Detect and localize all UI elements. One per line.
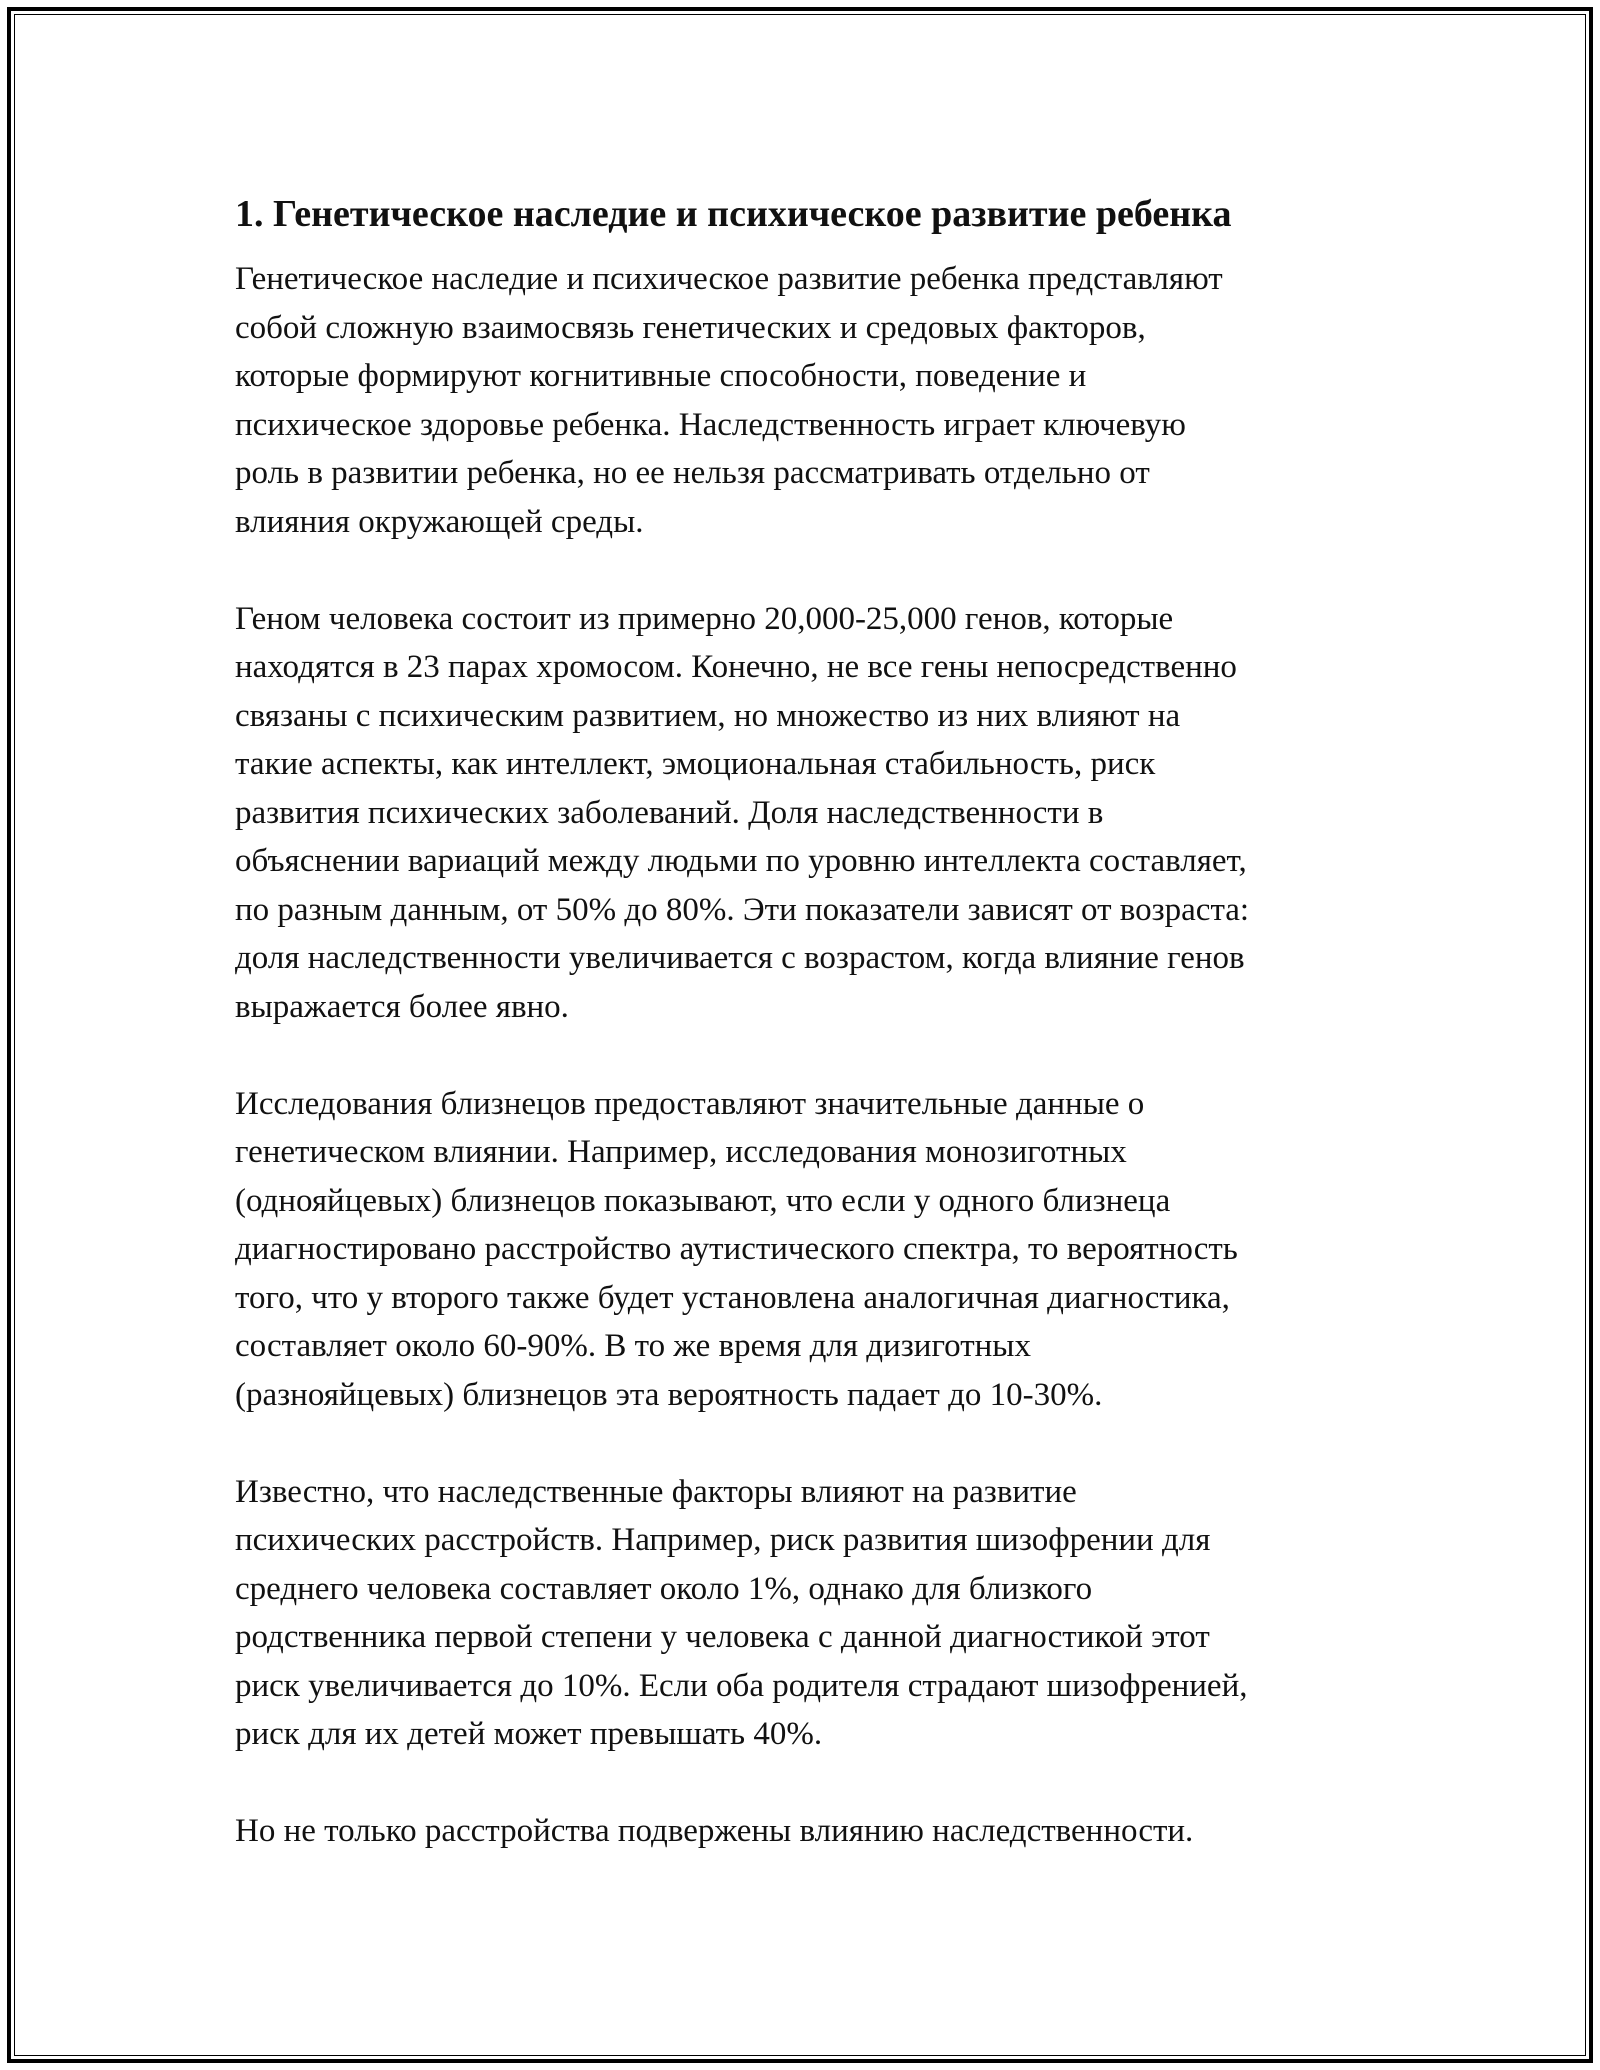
- paragraph-3: Исследования близнецов предоставляют значительные данные о генетическом влиянии. Например, исследования монозиготных (однояйцевых) близнецов показывают, что если у одного близнеца диагностировано расстройство аутистического спектра, то вероятность того, что у второго также будет установлена аналогичная диагностика, составляет около 60-90%. В то же время для дизиготных (разнояйцевых) близнецов эта вероятность падает до 10-30%.: [235, 1085, 1238, 1413]
- document-body: [235, 185, 1385, 1904]
- section-heading: 1. Генетическое наследие и психическое развитие ребенка: [235, 193, 1232, 235]
- paragraph-2: Геном человека состоит из примерно 20,000-25,000 генов, которые находятся в 23 парах хромосом. Конечно, не все гены непосредственно связаны с психическим развитием, но множество из них влияют на такие аспекты, как интеллект, эмоциональная стабильность, риск развития психических заболеваний. Доля наследственности в объяснении вариаций между людьми по уровню интеллекта составляет, по разным данным, от 50% до 80%. Эти показатели зависят от возраста: доля наследственности увеличивается с возрастом, когда влияние генов выражается более явно.: [235, 600, 1250, 1025]
- paragraph-1: Генетическое наследие и психическое развитие ребенка представляют собой сложную взаимосвязь генетических и средовых факторов, которые формируют когнитивные способности, поведение и психическое здоровье ребенка. Наследственность играет ключевую роль в развитии ребенка, но ее нельзя рассматривать отдельно от влияния окружающей среды.: [235, 261, 1223, 540]
- paragraph-5: Но не только расстройства подвержены влиянию наследственности.: [235, 1813, 1194, 1849]
- paragraph-4: Известно, что наследственные факторы влияют на развитие психических расстройств. Например, риск развития шизофрении для среднего человека составляет около 1%, однако для близкого родственника первой степени у человека с данной диагностикой этот риск увеличивается до 10%. Если оба родителя страдают шизофренией, риск для их детей может превышать 40%.: [235, 1473, 1248, 1752]
